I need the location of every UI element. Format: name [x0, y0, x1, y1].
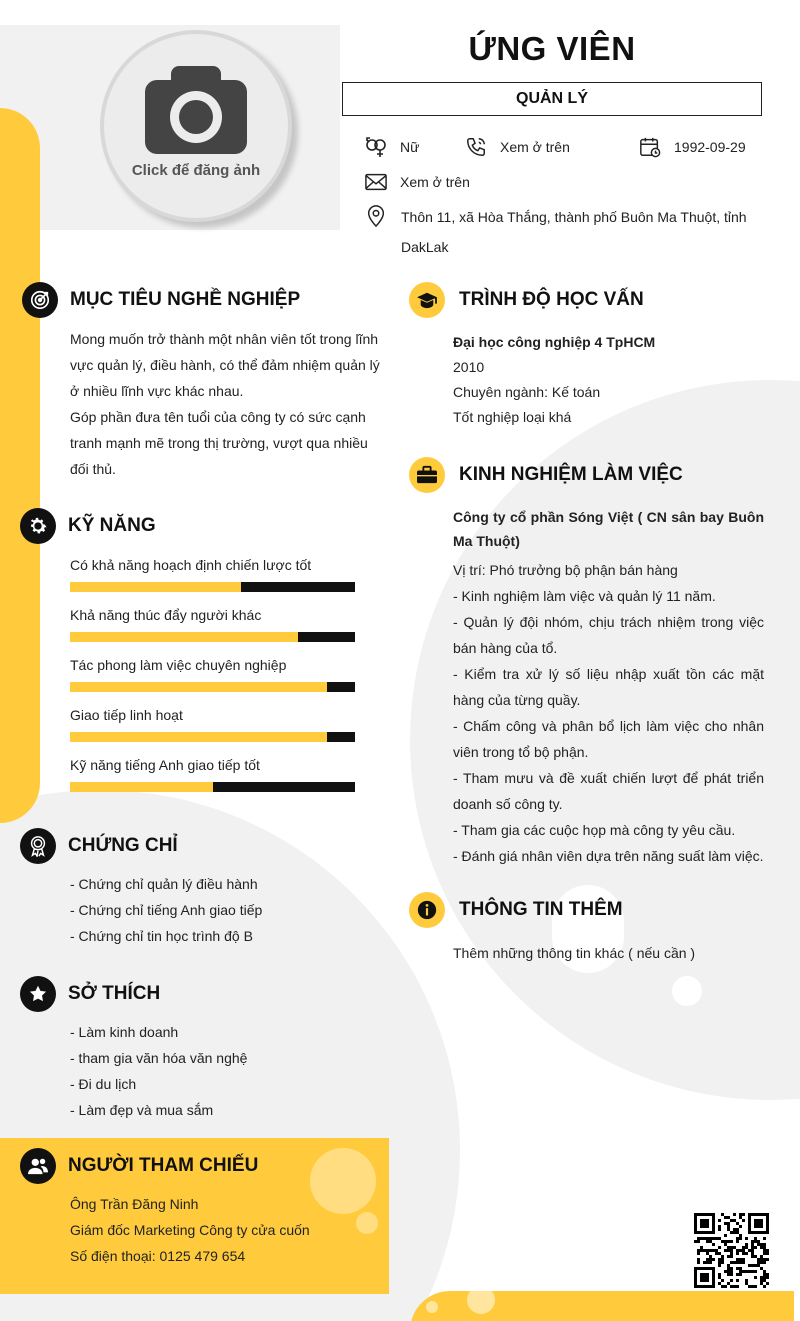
gender-icon [364, 135, 388, 159]
contact-birthday [638, 135, 746, 159]
skill-item [70, 756, 355, 792]
certificate-item: - Chứng chỉ tiếng Anh giao tiếp [70, 902, 263, 918]
experience-details [453, 505, 764, 869]
info-icon [409, 892, 445, 928]
experience-duty: - Kiểm tra xử lý số liệu nhập xuất tồn các mặt hàng của từng quầy. [453, 666, 764, 708]
experience-duty: - Chấm công và phân bổ lịch làm việc cho nhân viên trong tổ bộ phận. [453, 718, 764, 760]
decor-dot [672, 976, 702, 1006]
skill-label: Có khả năng hoạch định chiến lược tốt [70, 557, 312, 573]
award-icon [20, 828, 56, 864]
reference-title: NGƯỜI THAM CHIẾU [68, 1155, 259, 1176]
extra-text: Thêm những thông tin khác ( nếu cần ) [453, 945, 696, 961]
reference-heading [20, 1148, 258, 1184]
objective-title: MỤC TIÊU NGHỀ NGHIỆP [70, 289, 301, 310]
hobbies-title: SỞ THÍCH [68, 983, 161, 1004]
camera-icon [143, 64, 249, 156]
qr-code-icon [694, 1213, 769, 1288]
email-icon [364, 170, 388, 194]
experience-duty: - Tham gia các cuộc họp mà công ty yêu cầu. [453, 822, 736, 838]
hobbies-heading [20, 976, 160, 1012]
skills-title: KỸ NĂNG [68, 515, 156, 536]
certificates-list [70, 871, 370, 949]
education-grade: Tốt nghiệp loại khá [453, 409, 572, 425]
education-school: Đại học công nghiệp 4 TpHCM [453, 334, 656, 350]
email-value: Xem ở trên [400, 174, 470, 190]
skill-bar-fill [70, 732, 327, 742]
skill-item [70, 556, 355, 592]
certificate-item: - Chứng chỉ tin học trình độ B [70, 928, 253, 944]
avatar-upload[interactable] [100, 30, 292, 222]
skill-bar-fill [70, 782, 213, 792]
hobby-item: - Làm kinh doanh [70, 1024, 179, 1040]
certificates-heading [20, 828, 178, 864]
certificates-title: CHỨNG CHỈ [68, 835, 178, 856]
phone-icon [464, 135, 488, 159]
skill-bar [70, 732, 355, 742]
skill-label: Tác phong làm việc chuyên nghiệp [70, 657, 287, 673]
skill-bar [70, 782, 355, 792]
location-pin-icon [364, 204, 388, 228]
hobby-item: - Làm đẹp và mua sắm [70, 1102, 214, 1118]
experience-duty: - Đánh giá nhân viên dựa trên năng suất làm việc. [453, 848, 764, 864]
contact-phone [464, 135, 570, 159]
experience-title: KINH NGHIỆM LÀM VIỆC [459, 464, 683, 485]
skill-bar [70, 632, 355, 642]
objective-text [70, 326, 382, 482]
reference-line: Ông Trần Đăng Ninh [70, 1196, 199, 1212]
objective-heading [22, 282, 300, 318]
experience-duty: - Quản lý đội nhóm, chịu trách nhiệm trong việc bán hàng của tổ. [453, 614, 764, 656]
decor-bottom-dot-large [467, 1286, 495, 1314]
experience-heading [409, 457, 683, 493]
objective-paragraph: Mong muốn trở thành một nhân viên tốt trong lĩnh vực quản lý, điều hành, có thể đảm nhiệm quản lý ở nhiều lĩnh vực khác nhau. [70, 331, 380, 399]
education-major: Chuyên ngành: Kế toán [453, 384, 601, 400]
education-details [453, 330, 763, 430]
objective-paragraph: Góp phần đưa tên tuổi của công ty có sức cạnh tranh mạnh mẽ trong thị trường, vượt qua nhiều đối thủ. [70, 409, 368, 477]
extra-heading [409, 892, 623, 928]
skill-item [70, 606, 355, 642]
certificate-item: - Chứng chỉ quản lý điều hành [70, 876, 258, 892]
gender-value: Nữ [400, 139, 420, 155]
briefcase-icon [409, 457, 445, 493]
candidate-name: ỨNG VIÊN [468, 30, 636, 67]
avatar-upload-label: Click để đăng ảnh [131, 161, 261, 179]
hobbies-list [70, 1019, 370, 1123]
experience-company: Công ty cổ phần Sóng Việt ( CN sân bay Buôn Ma Thuột) [453, 509, 764, 549]
hobby-item: - Đi du lịch [70, 1076, 137, 1092]
calendar-icon [638, 135, 662, 159]
education-heading [409, 282, 644, 318]
education-year: 2010 [453, 359, 485, 375]
skill-bar-fill [70, 582, 241, 592]
skill-label: Khả năng thúc đẩy người khác [70, 607, 262, 623]
contact-email [364, 170, 470, 194]
reference-details [70, 1191, 370, 1269]
decor-left-bar [0, 108, 40, 823]
hobby-item: - tham gia văn hóa văn nghệ [70, 1050, 248, 1066]
extra-title: THÔNG TIN THÊM [459, 899, 623, 920]
gear-icon [20, 508, 56, 544]
phone-value: Xem ở trên [500, 139, 570, 155]
reference-line: Giám đốc Marketing Công ty cửa cuốn [70, 1222, 310, 1238]
skill-item [70, 706, 355, 742]
skills-heading [20, 508, 156, 544]
reference-line: Số điện thoại: 0125 479 654 [70, 1248, 246, 1264]
address-value: Thôn 11, xã Hòa Thắng, thành phố Buôn Ma Thuột, tỉnh DakLak [401, 209, 747, 255]
people-icon [20, 1148, 56, 1184]
contact-address [364, 202, 761, 262]
target-icon [22, 282, 58, 318]
skill-bar-fill [70, 632, 298, 642]
skill-bar-fill [70, 682, 327, 692]
skill-bar [70, 582, 355, 592]
skill-label: Giao tiếp linh hoạt [70, 707, 183, 723]
skill-item [70, 656, 355, 692]
experience-duty: - Kinh nghiệm làm việc và quản lý 11 năm. [453, 588, 716, 604]
decor-bottom-dot-small [426, 1301, 438, 1313]
education-title: TRÌNH ĐỘ HỌC VẤN [459, 289, 644, 310]
skill-bar [70, 682, 355, 692]
candidate-position: QUẢN LÝ [342, 82, 762, 116]
skill-label: Kỹ năng tiếng Anh giao tiếp tốt [70, 757, 260, 773]
birthday-value: 1992-09-29 [674, 139, 746, 155]
star-icon [20, 976, 56, 1012]
experience-duty: - Tham mưu và đề xuất chiến lượt để phát triển doanh số công ty. [453, 770, 764, 812]
experience-role: Vị trí: Phó trưởng bộ phận bán hàng [453, 562, 678, 578]
contact-gender [364, 135, 419, 159]
graduation-cap-icon [409, 282, 445, 318]
